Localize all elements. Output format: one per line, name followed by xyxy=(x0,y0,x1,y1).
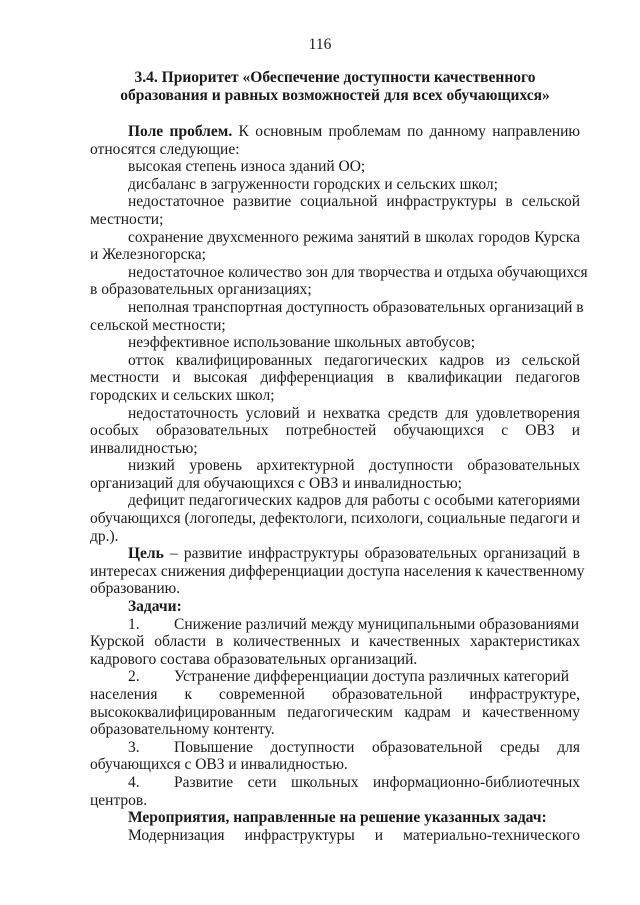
problem-item xyxy=(90,229,580,264)
task-first-line xyxy=(90,668,580,686)
page-number: 116 xyxy=(308,36,332,53)
document-body xyxy=(90,123,588,844)
task-number: 1. xyxy=(128,615,140,633)
problem-item xyxy=(90,158,580,176)
problem-item xyxy=(90,492,580,545)
problems-lead xyxy=(90,123,580,141)
task-text: Снижение различий между муниципальными образованиями xyxy=(174,615,580,633)
task-line: образовательному контенту. xyxy=(90,721,275,739)
problem-item xyxy=(90,176,580,194)
problem-line: и Железногорска; xyxy=(90,246,206,264)
problem-line: в образовательных организациях; xyxy=(90,281,312,299)
problem-line: особых образовательных потребностей обучающихся с ОВЗ и xyxy=(90,422,580,440)
problem-line: сохранение двухсменного режима занятий в школах городов Курска xyxy=(128,228,580,246)
task-first-line xyxy=(90,774,580,792)
problem-line: обучающихся (логопеды, дефектологи, психологи, социальные педагоги и xyxy=(90,510,580,528)
measures-line: Модернизация инфраструктуры и материально-технического xyxy=(128,826,580,844)
tasks-heading xyxy=(90,598,580,616)
section-title-line: образования и равных возможностей для всех обучающихся» xyxy=(120,86,550,104)
problem-line: др.). xyxy=(90,527,119,545)
problem-line: местности; xyxy=(90,210,164,228)
problem-item xyxy=(90,405,580,458)
task-first-line xyxy=(90,616,580,634)
task-line: обучающихся с ОВЗ и инвалидностью. xyxy=(90,756,348,774)
problem-item xyxy=(90,298,584,334)
problem-line: дисбаланс в загруженности городских и сельских школ; xyxy=(128,175,498,193)
problem-list xyxy=(90,158,588,545)
problem-line: отток квалифицированных педагогических кадров из сельской xyxy=(128,351,580,369)
problem-line: местности и высокая дифференциация в квалификации педагогов xyxy=(90,369,580,387)
problem-line: организаций для обучающихся с ОВЗ и инвалидностью; xyxy=(90,474,462,492)
task-line: кадрового состава образовательных организаций. xyxy=(90,650,418,668)
task-text: Устранение дифференциации доступа различных категорий xyxy=(174,668,569,686)
task-first-line xyxy=(90,739,580,757)
goal-line: образованию. xyxy=(90,580,181,598)
goal-line: интересах снижения дифференциации доступа населения к качественному xyxy=(90,562,585,580)
problems-lead-text: К основным проблемам по данному направлению xyxy=(232,123,580,140)
section-title-line: 3.4. Приоритет «Обеспечение доступности качественного xyxy=(134,69,536,86)
problem-line: высокая степень износа зданий ОО; xyxy=(128,158,366,176)
problem-item xyxy=(90,352,580,405)
task-line: центров. xyxy=(90,791,148,809)
task-number: 2. xyxy=(128,668,140,686)
task-number: 3. xyxy=(128,738,140,756)
task-line: населения к современной образовательной инфраструктуре, xyxy=(90,686,580,703)
problem-item xyxy=(90,457,580,492)
section-title xyxy=(90,69,580,104)
task-item xyxy=(90,616,580,669)
goal-lead-bold: Цель xyxy=(128,545,164,563)
task-item xyxy=(90,739,580,774)
goal-paragraph xyxy=(90,545,585,598)
task-list xyxy=(90,616,580,810)
task-text: Повышение доступности образовательной среды для xyxy=(174,738,580,756)
problem-line: недостаточное количество зон для творчества и отдыха обучающихся xyxy=(128,263,588,281)
problem-line: недостаточное развитие социальной инфраструктуры в сельской xyxy=(128,193,580,211)
task-line: высококвалифицированным педагогическим кадрам и качественному xyxy=(90,703,580,721)
problem-line: городских и сельских школ; xyxy=(90,386,275,404)
measures-heading-text: Мероприятия, направленные на решение указанных задач: xyxy=(128,809,547,827)
problem-line: сельской местности; xyxy=(90,316,226,334)
problem-line: низкий уровень архитектурной доступности образовательных xyxy=(128,457,580,475)
problems-lead-bold: Поле проблем. xyxy=(128,123,233,140)
problem-line: неполная транспортная доступность образовательных организаций в xyxy=(128,298,584,316)
task-number: 4. xyxy=(128,773,140,791)
problem-line: недостаточность условий и нехватка средств для удовлетворения xyxy=(128,404,580,422)
problem-line: дефицит педагогических кадров для работы с особыми категориями xyxy=(128,492,580,510)
task-text: Развитие сети школьных информационно-библиотечных xyxy=(174,773,580,791)
task-line: Курской области в количественных и качественных характеристиках xyxy=(90,633,580,651)
problem-item xyxy=(90,334,580,352)
measures-heading xyxy=(90,809,580,827)
problems-lead-cont: относятся следующие: xyxy=(90,140,240,158)
task-item xyxy=(90,668,580,738)
tasks-heading-text: Задачи: xyxy=(128,598,182,616)
problem-line: неэффективное использование школьных автобусов; xyxy=(128,334,476,352)
goal-line xyxy=(90,545,580,563)
goal-lead-text: – развитие инфраструктуры образовательных организаций в xyxy=(163,545,580,563)
problem-item xyxy=(90,263,588,299)
task-item xyxy=(90,774,580,809)
problem-line: инвалидностью; xyxy=(90,439,198,457)
problem-item xyxy=(90,193,580,228)
